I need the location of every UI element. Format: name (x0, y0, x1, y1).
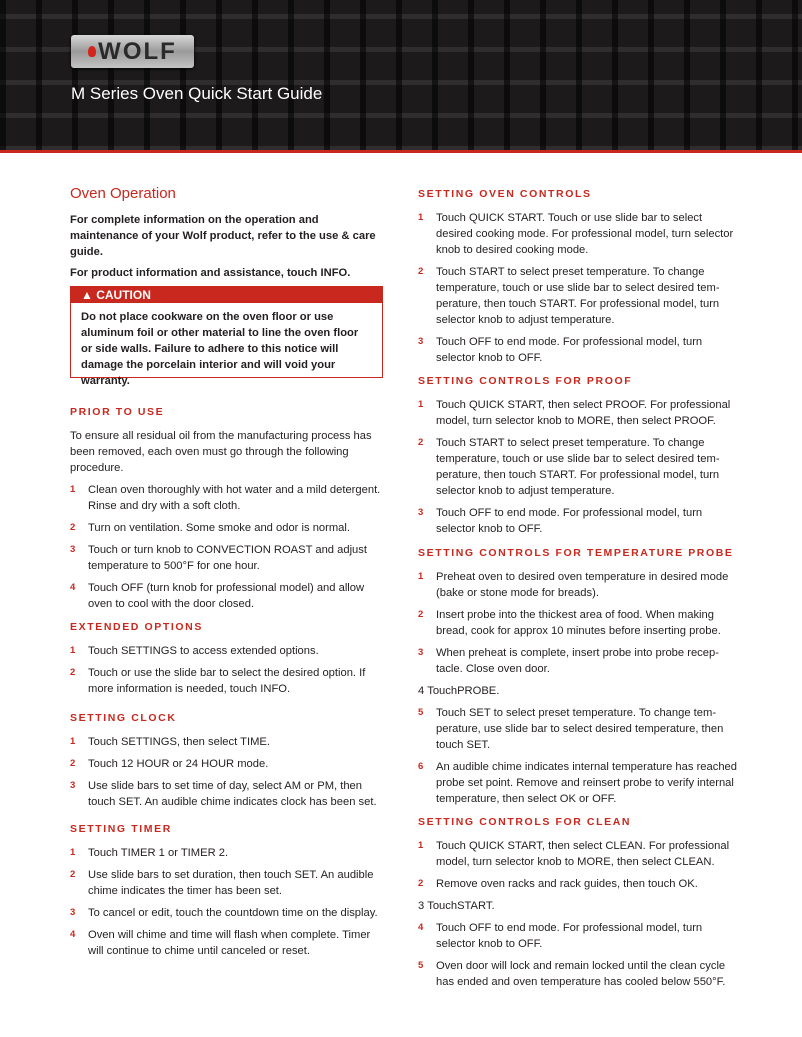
list-item (418, 435, 738, 499)
step-text: An audible chime indicates internal temperature has reached probe set point. Remove and reinsert probe to verify internal temperature, then select OK or OFF. (436, 761, 737, 805)
list-item (418, 607, 738, 639)
list-item (418, 683, 738, 699)
intro-paragraph: For complete information on the operation and maintenance of your Wolf product, refer to the use & care guide. (70, 214, 376, 258)
step-text: Oven will chime and time will flash when complete. Timer will continue to chime until canceled or reset. (88, 929, 371, 957)
step-text: Turn on ventilation. Some smoke and odor is normal. (88, 522, 350, 534)
step-text: Preheat oven to desired oven temperature in desired mode (bake or stone mode for breads). (436, 571, 729, 599)
step-text: Touch OFF (turn knob for professional model) and allow oven to cool with the door closed. (88, 582, 365, 610)
section-heading: SETTING TIMER (70, 823, 172, 835)
list-item (418, 759, 738, 807)
section-heading: SETTING OVEN CONTROLS (418, 188, 592, 200)
list-item (418, 705, 738, 753)
section-heading: SETTING CONTROLS FOR TEMPERATURE PROBE (418, 547, 734, 559)
list-item (70, 665, 385, 697)
section-heading: SETTING CLOCK (70, 712, 177, 724)
step-number: 5 (418, 707, 424, 718)
list-item (70, 734, 385, 750)
step-number: 1 (418, 399, 424, 410)
list-item (418, 838, 738, 870)
step-number: 2 (70, 758, 76, 769)
step-number: 3 (70, 544, 76, 555)
step-text: When preheat is complete, insert probe into probe receptacle. Close oven door. (436, 647, 719, 675)
caution-box (70, 286, 383, 387)
list-item (70, 927, 385, 959)
step-text: Touch SETTINGS to access extended options. (88, 645, 319, 657)
caution-text: Do not place cookware on the oven floor or use aluminum foil or other material to line the oven floor or side walls. Failure to adhere to this notice will damage the porcelain interior and will void your warranty. (81, 311, 359, 387)
step-text: Touch OFF to end mode. For professional model, turn selector knob to OFF. (436, 922, 703, 950)
clean-section (418, 814, 738, 996)
oven-controls-section (418, 186, 738, 372)
list-item (70, 643, 385, 659)
step-number: 5 (418, 960, 424, 971)
step-number: 3 (418, 336, 424, 347)
step-text: Touch QUICK START, then select PROOF. For professional model, turn selector knob to MORE, then select PROOF. (436, 399, 731, 427)
list-item (418, 397, 738, 429)
step-number: 1 (70, 645, 76, 656)
list-item (418, 645, 738, 677)
list-item (418, 505, 738, 537)
step-text: Use slide bars to set duration, then touch SET. An audible chime indicates the timer has been set. (88, 869, 374, 897)
list-item (418, 334, 738, 366)
wolf-logo: WOLF (71, 35, 194, 68)
step-text: To cancel or edit, touch the countdown time on the display. (88, 907, 378, 919)
step-number: 3 (418, 507, 424, 518)
step-text: Touch QUICK START. Touch or use slide bar to select desired cooking mode. For professional model, turn selector knob to desired cooking mode. (436, 212, 734, 256)
step-number: 6 (418, 761, 424, 772)
section-heading: PRIOR TO USE (70, 406, 165, 418)
step-number: 3 (418, 647, 424, 658)
probe-section (418, 545, 738, 813)
step-text: Touch TIMER 1 or TIMER 2. (88, 847, 229, 859)
section-title: Oven Operation (70, 185, 176, 202)
prior-section (70, 404, 385, 618)
intro-paragraph: For product information and assistance, touch INFO. (70, 267, 351, 279)
step-number: 2 (70, 667, 76, 678)
step-text: Touch 12 HOUR or 24 HOUR mode. (88, 758, 269, 770)
step-text: Clean oven thoroughly with hot water and a mild detergent. Rinse and dry with a soft cloth. (88, 484, 381, 512)
header-divider (0, 150, 802, 153)
list-item (418, 920, 738, 952)
list-item (70, 482, 385, 514)
step-number: 3 (70, 780, 76, 791)
list-item (70, 845, 385, 861)
step-text: Remove oven racks and rack guides, then touch OK. (436, 878, 698, 890)
list-item (70, 867, 385, 899)
extended-section (70, 619, 385, 703)
step-text: Touch START to select preset temperature. To change temperature, touch or use slide bar to select desired temperature, then touch START. For professional model, turn selector knob to adjust temperature. (436, 437, 720, 497)
step-number: 1 (70, 484, 76, 495)
step-text: Touch or use the slide bar to select the desired option. If more information is needed, touch INFO. (88, 667, 366, 695)
step-number: 2 (418, 437, 424, 448)
step-number: 4 (70, 582, 76, 593)
step-number: 2 (418, 609, 424, 620)
proof-section (418, 373, 738, 543)
list-item (70, 905, 385, 921)
step-number: 4 (418, 685, 425, 697)
step-number: 1 (70, 847, 76, 858)
list-item (418, 958, 738, 990)
list-item (70, 580, 385, 612)
step-number: 3 (418, 900, 425, 912)
step-number: 4 (418, 922, 424, 933)
step-number: 2 (418, 266, 424, 277)
list-item (418, 898, 738, 914)
step-number: 1 (418, 571, 424, 582)
flame-icon (88, 46, 96, 57)
step-number: 1 (418, 212, 424, 223)
step-number: 2 (418, 878, 424, 889)
step-number: 2 (70, 869, 76, 880)
intro-section (70, 186, 385, 286)
header-banner (0, 0, 802, 151)
step-text: Oven door will lock and remain locked until the clean cycle has ended and oven temperature has cooled below 550°F. (436, 960, 726, 988)
step-text: Touch SETTINGS, then select TIME. (88, 736, 270, 748)
list-item (70, 756, 385, 772)
clock-section (70, 710, 385, 816)
step-number: 1 (418, 840, 424, 851)
step-text: TouchPROBE. (427, 685, 500, 697)
warning-icon: ▲ (81, 288, 97, 302)
section-paragraph: To ensure all residual oil from the manufacturing process has been removed, each oven must go through the following procedure. (70, 430, 372, 474)
step-text: Insert probe into the thickest area of food. When making bread, cook for approx 10 minutes before inserting probe. (436, 609, 721, 637)
list-item (70, 778, 385, 810)
step-number: 4 (70, 929, 76, 940)
list-item (418, 210, 738, 258)
section-heading: SETTING CONTROLS FOR CLEAN (418, 816, 632, 828)
page-title: M Series Oven Quick Start Guide (71, 84, 323, 103)
step-text: TouchSTART. (427, 900, 495, 912)
step-text: Touch QUICK START, then select CLEAN. For professional model, turn selector knob to MORE, then select CLEAN. (436, 840, 730, 868)
step-text: Touch OFF to end mode. For professional model, turn selector knob to OFF. (436, 507, 703, 535)
list-item (70, 542, 385, 574)
section-heading: EXTENDED OPTIONS (70, 621, 203, 633)
step-number: 1 (70, 736, 76, 747)
step-number: 3 (70, 907, 76, 918)
step-text: Touch SET to select preset temperature. To change temperature, use slide bar to select desired temperature, then touch SET. (436, 707, 724, 751)
list-item (418, 264, 738, 328)
step-text: Touch OFF to end mode. For professional model, turn selector knob to OFF. (436, 336, 703, 364)
step-text: Touch START to select preset temperature. To change temperature, touch or use slide bar to select desired temperature, then touch START. For professional model, turn selector knob to adjust temperature. (436, 266, 720, 326)
timer-section (70, 821, 385, 965)
list-item (418, 569, 738, 601)
section-heading: SETTING CONTROLS FOR PROOF (418, 375, 633, 387)
step-number: 2 (70, 522, 76, 533)
list-item (70, 520, 385, 536)
step-text: Use slide bars to set time of day, select AM or PM, then touch SET. An audible chime indicates clock has been set. (88, 780, 377, 808)
step-text: Touch or turn knob to CONVECTION ROAST and adjust temperature to 500°F for one hour. (88, 544, 367, 572)
list-item (418, 876, 738, 892)
caution-header: ▲ CAUTION (71, 287, 382, 303)
